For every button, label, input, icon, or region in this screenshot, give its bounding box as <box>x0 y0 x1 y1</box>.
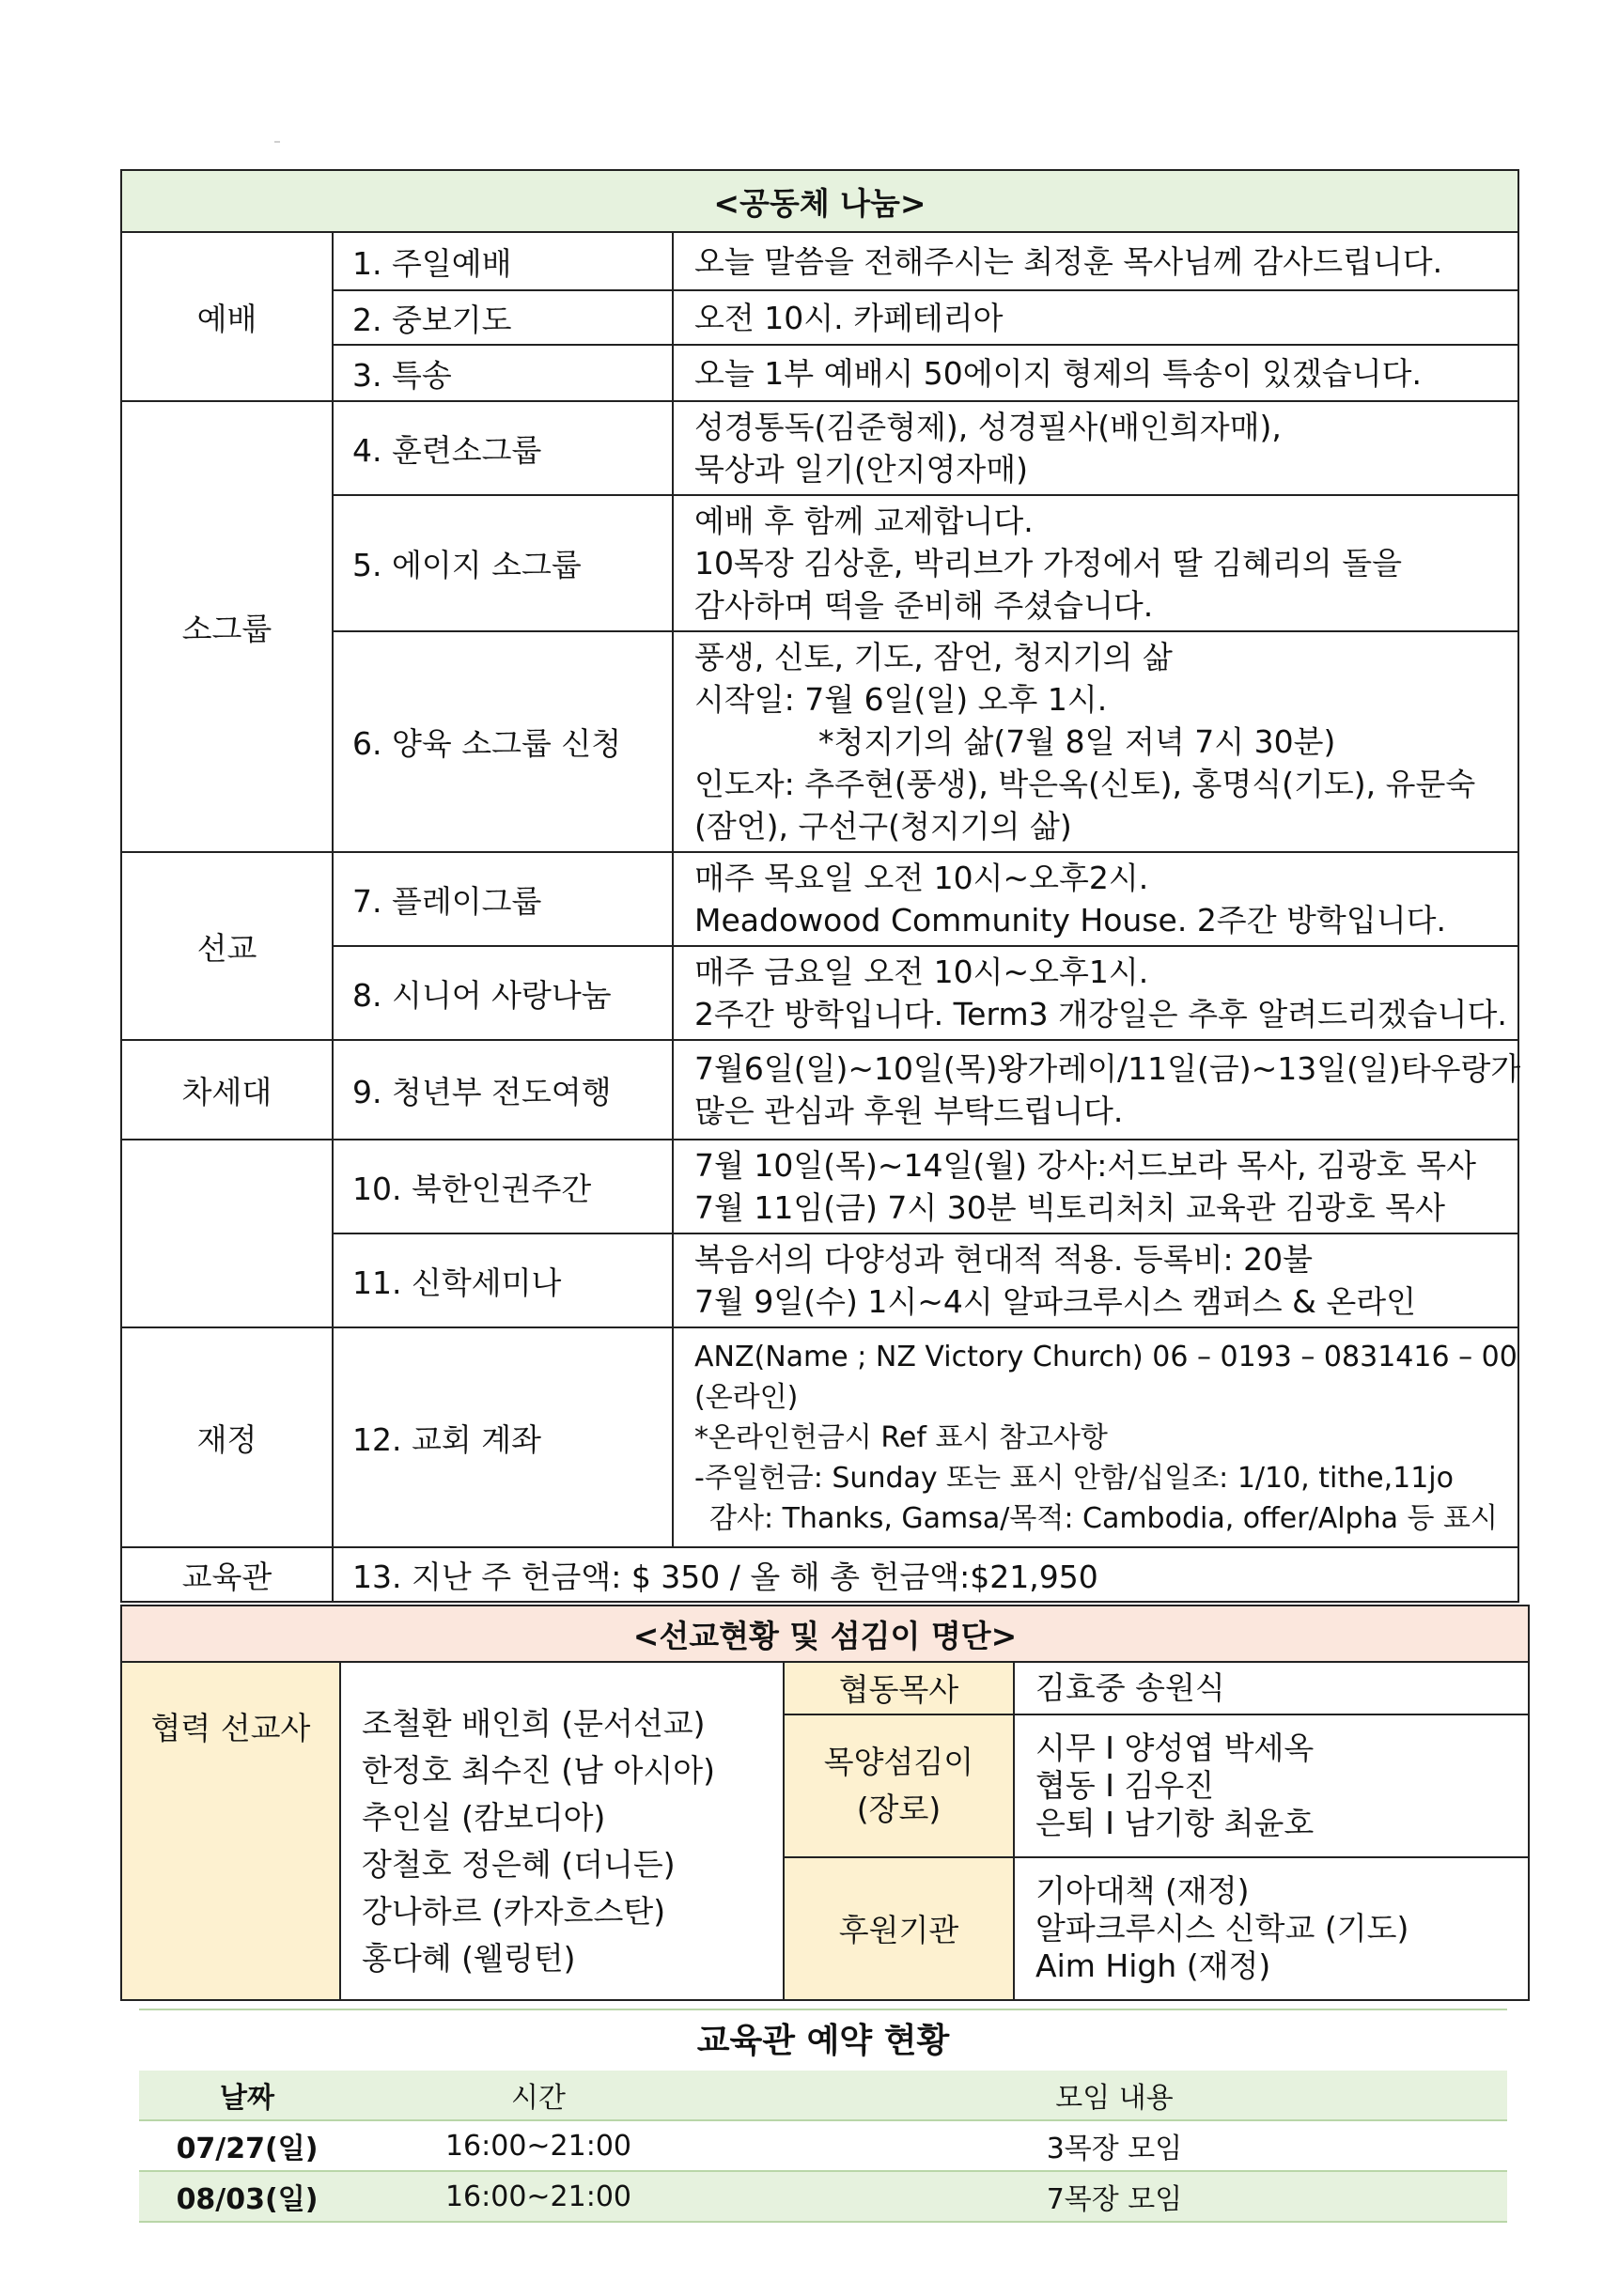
item-nurture-group: 6. 양육 소그룹 신청 <box>333 631 673 852</box>
item-senior-sharing: 8. 시니어 사랑나눔 <box>333 946 673 1040</box>
elders-list: 시무 I 양성엽 박세옥 협동 I 김우진 은퇴 I 남기항 최윤호 <box>1014 1714 1529 1857</box>
desc-age-group: 예배 후 함께 교제합니다. 10목장 김상훈, 박리브가 가정에서 딸 김혜리의 돌을 감사하며 떡을 준비해 주셨습니다. <box>673 495 1518 631</box>
header-content: 모임 내용 <box>722 2071 1507 2120</box>
desc-intercession: 오전 10시. 카페테리아 <box>673 290 1518 345</box>
category-small-group: 소그룹 <box>121 401 333 852</box>
category-education-hall: 교육관 <box>121 1547 333 1602</box>
assoc-pastor-label: 협동목사 <box>784 1662 1014 1714</box>
reservation-time: 16:00~21:00 <box>355 2171 722 2222</box>
item-playgroup: 7. 플레이그룹 <box>333 852 673 946</box>
item-age-group: 5. 에이지 소그룹 <box>333 495 673 631</box>
desc-nurture-group: 풍생, 신토, 기도, 잠언, 청지기의 삶 시작일: 7월 6일(일) 오후 1시. *청지기의 삶(7월 8일 저녁 7시 30분) 인도자: 추주현(풍생), 박은옥(신토), 홍명식(기도), 유문숙 (잠언), 구선구(청지기의 삶) <box>673 631 1518 852</box>
category-finance: 재정 <box>121 1327 333 1547</box>
support-list: 기아대책 (재정) 알파크루시스 신학교 (기도) Aim High (재정) <box>1014 1857 1529 2000</box>
item-sunday-worship: 1. 주일예배 <box>333 232 673 290</box>
desc-theology-seminar: 복음서의 다양성과 현대적 적용. 등록비: 20불 7월 9일(수) 1시~4시 알파크루시스 캠퍼스 & 온라인 <box>673 1233 1518 1327</box>
item-training-group: 4. 훈련소그룹 <box>333 401 673 495</box>
assoc-pastor-value: 김효중 송원식 <box>1014 1662 1529 1714</box>
reservation-content: 7목장 모임 <box>722 2171 1507 2222</box>
desc-playgroup: 매주 목요일 오전 10시~오후2시. Meadowood Community House. 2주간 방학입니다. <box>673 852 1518 946</box>
item-intercession: 2. 중보기도 <box>333 290 673 345</box>
reservation-table <box>139 2071 1507 2223</box>
mission-servants-table <box>120 1605 1530 2001</box>
desc-sunday-worship: 오늘 말씀을 전해주시는 최정훈 목사님께 감사드립니다. <box>673 232 1518 290</box>
scan-mark <box>274 141 280 143</box>
category-blank <box>121 1140 333 1327</box>
sharing-title: <공동체 나눔> <box>121 170 1518 232</box>
missionary-name: 장철호 정은혜 (더니든) <box>362 1846 676 1883</box>
item-church-account: 12. 교회 계좌 <box>333 1327 673 1547</box>
missionary-name: 강나하르 (카자흐스탄) <box>362 1893 666 1930</box>
desc-special-song: 오늘 1부 예배시 50에이지 형제의 특송이 있겠습니다. <box>673 345 1518 401</box>
desc-nk-human-rights: 7월 10일(목)~14일(월) 강사:서드보라 목사, 김광호 목사 7월 11임(금) 7시 30분 빅토리처치 교육관 김광호 목사 <box>673 1140 1518 1233</box>
desc-youth-mission-trip: 7월6일(일)~10일(목)왕가레이/11일(금)~13일(일)타우랑가 많은 관심과 후원 부탁드립니다. <box>673 1040 1518 1140</box>
missionary-name: 홍다혜 (웰링턴) <box>362 1940 576 1977</box>
category-next-generation: 차세대 <box>121 1040 333 1140</box>
mission-title: <선교현황 및 섬김이 명단> <box>121 1606 1529 1662</box>
desc-senior-sharing: 매주 금요일 오전 10시~오후1시. 2주간 방학입니다. Term3 개강일은 추후 알려드리겠습니다. <box>673 946 1518 1040</box>
item-theology-seminar: 11. 신학세미나 <box>333 1233 673 1327</box>
item-youth-mission-trip: 9. 청년부 전도여행 <box>333 1040 673 1140</box>
header-date: 날짜 <box>139 2071 355 2120</box>
table-row <box>139 2120 1507 2171</box>
table-row <box>139 2171 1507 2222</box>
missionary-name: 조철환 배인희 (문서선교) <box>362 1705 706 1742</box>
reservation-title: 교육관 예약 현황 <box>696 2022 950 2060</box>
desc-church-account: ANZ(Name ; NZ Victory Church) 06 – 0193 – 0831416 – 00 (온라인) *온라인헌금시 Ref 표시 참고사항 -주일헌금: Sunday 또는 표시 안함/십일조: 1/10, tithe,11jo 감사: Thanks, Gamsa/목적: Cambodia, offer/Alpha 등 표시 <box>673 1327 1518 1547</box>
missionary-name: 한정호 최수진 (남 아시아) <box>362 1752 715 1789</box>
reservation-time: 16:00~21:00 <box>444 2129 632 2163</box>
reservation-date: 08/03(일) <box>139 2171 355 2222</box>
category-mission: 선교 <box>121 852 333 1040</box>
elders-label: 목양섬김이 (장로) <box>784 1714 1014 1857</box>
missionary-label: 협력 선교사 <box>121 1662 340 2000</box>
header-time: 시간 <box>355 2071 722 2120</box>
reservation-content: 3목장 모임 <box>1046 2133 1183 2165</box>
missionary-list <box>340 1662 784 2000</box>
reservation-date: 07/27(일) <box>176 2133 319 2165</box>
desc-training-group: 성경통독(김준형제), 성경필사(배인희자매), 묵상과 일기(안지영자매) <box>673 401 1518 495</box>
item-nk-human-rights: 10. 북한인권주간 <box>333 1140 673 1233</box>
offering-summary: 13. 지난 주 헌금액: $ 350 / 올 해 총 헌금액:$21,950 <box>333 1547 1518 1602</box>
community-sharing-table <box>120 169 1519 1603</box>
reservation-header-row <box>139 2071 1507 2120</box>
support-label: 후원기관 <box>784 1857 1014 2000</box>
category-worship: 예배 <box>121 232 333 401</box>
item-special-song: 3. 특송 <box>333 345 673 401</box>
missionary-name: 추인실 (캄보디아) <box>362 1799 606 1836</box>
